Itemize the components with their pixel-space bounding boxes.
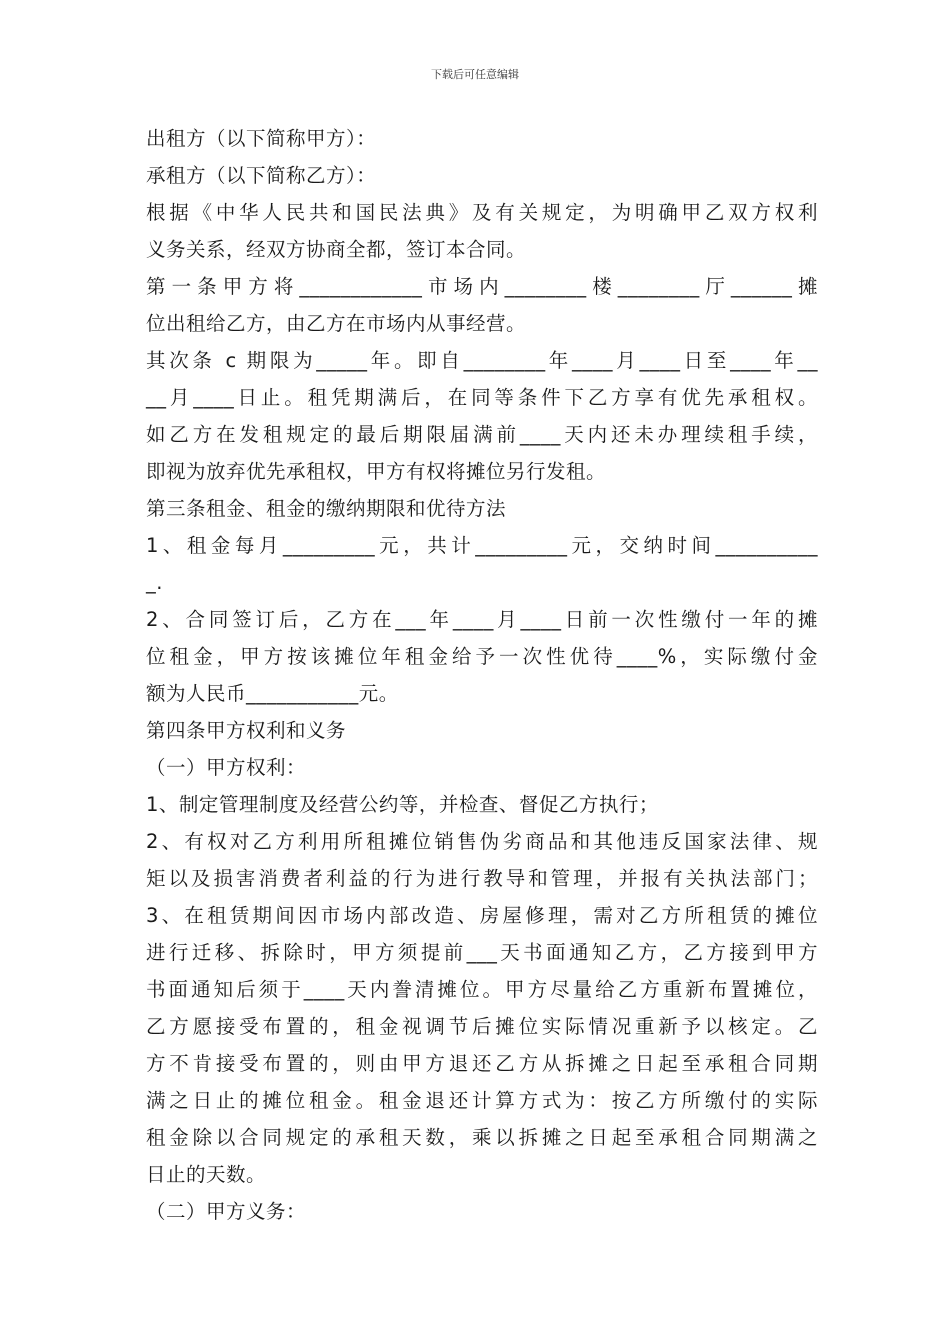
- contract-text-line: 第三条租金、租金的缴纳期限和优待方法: [146, 497, 507, 520]
- contract-text-line: （二）甲方义务：: [146, 1200, 307, 1223]
- contract-text-line: 书面通知后须于____天内誊清摊位。甲方尽量给乙方重新布置摊位，: [146, 978, 818, 1001]
- contract-text-line: 其次条 c 期限为_____年。即自________年____月____日至____年__: [146, 349, 818, 372]
- contract-text-line: 即视为放弃优先承租权，甲方有权将摊位另行发租。: [146, 460, 607, 483]
- contract-text-line: 位租金，甲方按该摊位年租金给予一次性优待____%，实际缴付金: [146, 645, 818, 668]
- contract-text-line: _.: [146, 571, 163, 594]
- contract-text-line: __月____日止。租凭期满后，在同等条件下乙方享有优先承租权。: [146, 386, 818, 409]
- contract-text-line: 2、合同签订后，乙方在___年____月____日前一次性缴付一年的摊: [146, 608, 818, 631]
- contract-text-line: 日止的天数。: [146, 1163, 267, 1186]
- contract-text-line: 3、在租赁期间因市场内部改造、房屋修理，需对乙方所租赁的摊位: [146, 904, 818, 927]
- contract-text-line: 义务关系，经双方协商全都，签订本合同。: [146, 238, 527, 261]
- contract-text-line: 如乙方在发租规定的最后期限届满前____天内还未办理续租手续，: [146, 423, 818, 446]
- contract-text-line: 额为人民币___________元。: [146, 682, 399, 705]
- contract-text-line: （一）甲方权利：: [146, 756, 307, 779]
- contract-text-line: 乙方愿接受布置的，租金视调节后摊位实际情况重新予以核定。乙: [146, 1015, 818, 1038]
- contract-text-line: 第四条甲方权利和义务: [146, 719, 347, 742]
- contract-text-line: 1、租金每月_________元，共计_________元，交纳时间__________: [146, 534, 818, 557]
- contract-text-line: 出租方（以下简称甲方）：: [146, 127, 377, 150]
- contract-text-line: 2、有权对乙方利用所租摊位销售伪劣商品和其他违反国家法律、规: [146, 830, 818, 853]
- contract-text-line: 进行迁移、拆除时，甲方须提前___天书面通知乙方，乙方接到甲方: [146, 941, 818, 964]
- contract-text-line: 方不肯接受布置的，则由甲方退还乙方从拆摊之日起至承租合同期: [146, 1052, 818, 1075]
- contract-text-line: 根据《中华人民共和国民法典》及有关规定，为明确甲乙双方权利: [146, 201, 818, 224]
- contract-text-line: 满之日止的摊位租金。租金退还计算方式为：按乙方所缴付的实际: [146, 1089, 818, 1112]
- contract-text-line: 承租方（以下简称乙方）：: [146, 164, 377, 187]
- page-header-note: 下载后可任意编辑: [431, 68, 519, 81]
- contract-text-line: 1、制定管理制度及经营公约等，并检查、督促乙方执行；: [146, 793, 659, 816]
- contract-text-line: 位出租给乙方，由乙方在市场内从事经营。: [146, 312, 527, 335]
- contract-text-line: 矩以及损害消费者利益的行为进行教导和管理，并报有关执法部门；: [146, 867, 818, 890]
- contract-body: [146, 120, 818, 1230]
- contract-text-line: 租金除以合同规定的承租天数，乘以拆摊之日起至承租合同期满之: [146, 1126, 818, 1149]
- contract-text-line: 第一条甲方将____________市场内________楼________厅______摊: [146, 275, 818, 298]
